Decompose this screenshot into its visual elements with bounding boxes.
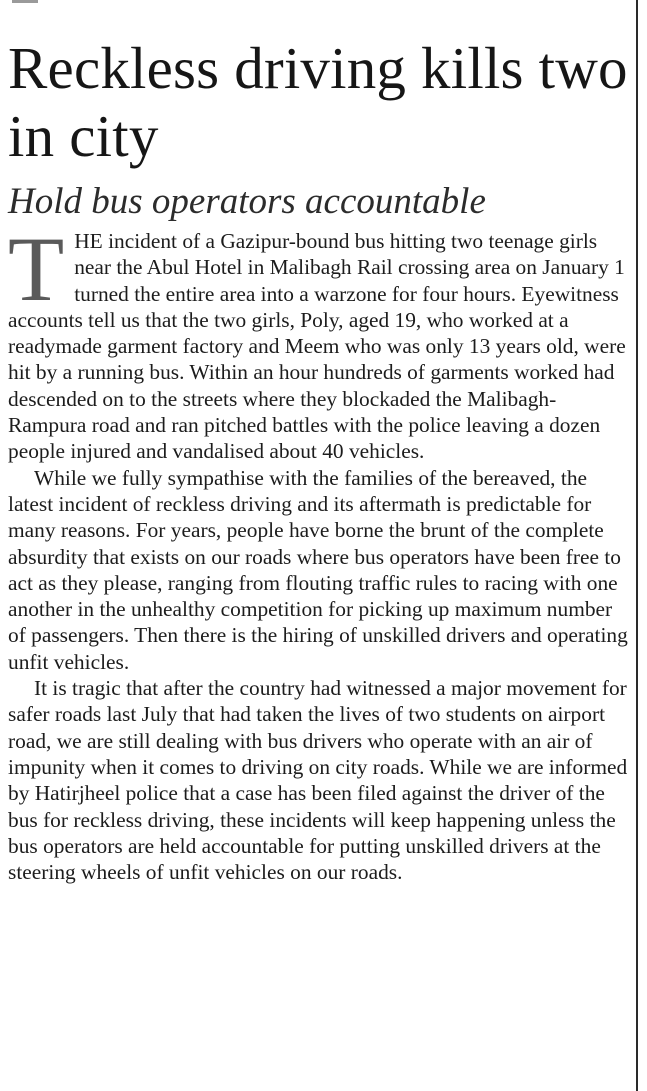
column-rule <box>636 0 638 1091</box>
editorial-article <box>8 34 628 885</box>
page-top-mark <box>12 0 38 3</box>
paragraph-3: It is tragic that after the country had witnessed a major movement for safer roads last July that had taken the lives of two students on airport road, we are still dealing with bus drivers who operate with an air of impunity when it comes to driving on city roads. While we are informed by Hatirjheel police that a case has been filed against the driver of the bus for reckless driving, these incidents will keep happening unless the bus operators are held accountable for putting unskilled drivers at the steering wheels of unfit vehicles on our roads. <box>8 676 628 885</box>
drop-cap: T <box>8 218 65 320</box>
paragraph-1-text: HE incident of a Gazipur-bound bus hitting two teenage girls near the Abul Hotel in Malibagh Rail crossing area on January 1 turned the entire area into a warzone for four hours. Eyewitness accounts tell us that the two girls, Poly, aged 19, who worked at a readymade garment factory and Meem who was only 13 years old, were hit by a running bus. Within an hour hundreds of garments worked had descended on to the streets where they blockaded the Malibagh-Rampura road and ran pitched battles with the police leaving a dozen people injured and vandalised about 40 vehicles. <box>8 229 626 464</box>
headline: Reckless driving kills two in city <box>8 35 628 169</box>
paragraph-1 <box>8 218 628 465</box>
article-body <box>8 218 628 885</box>
paragraph-2: While we fully sympathise with the families of the bereaved, the latest incident of reckless driving and its aftermath is predictable for many reasons. For years, people have borne the brunt of the complete absurdity that exists on our roads where bus operators have been free to act as they please, ranging from flouting traffic rules to racing with one another in the unhealthy competition for picking up maximum number of passengers. Then there is the hiring of unskilled drivers and operating unfit vehicles. <box>8 465 628 674</box>
subheadline: Hold bus operators accountable <box>8 181 486 222</box>
